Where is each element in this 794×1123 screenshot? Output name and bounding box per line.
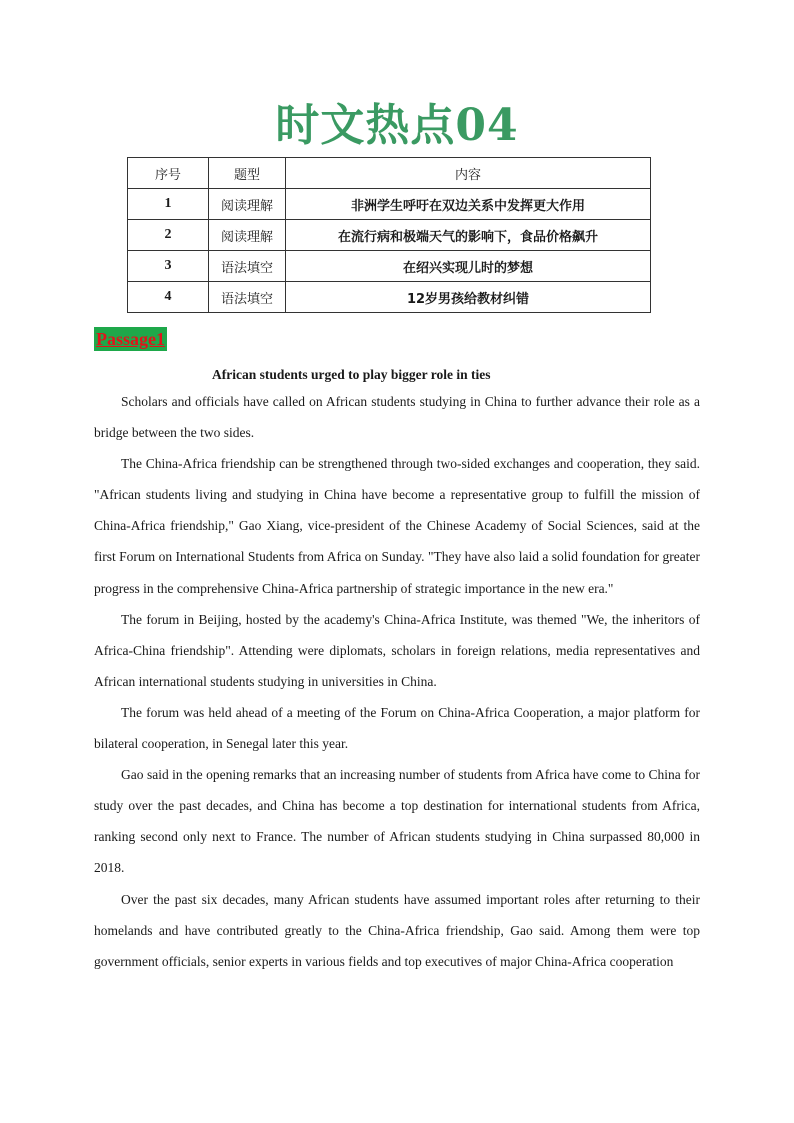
row-type: 语法填空 bbox=[209, 282, 286, 313]
header-type: 题型 bbox=[209, 158, 286, 189]
table-row bbox=[128, 220, 651, 251]
passage-label: Passage1 bbox=[96, 329, 165, 349]
header-content: 内容 bbox=[286, 158, 651, 189]
article-paragraph: Over the past six decades, many African students have assumed important roles after returning to their homelands and have contributed greatly to the China-Africa friendship, Gao said. Among them were top government officials, senior experts in various fields and top executives of major China-Africa cooperation bbox=[94, 891, 700, 969]
contents-table bbox=[127, 157, 651, 313]
article-body bbox=[94, 386, 700, 977]
article-paragraph: Gao said in the opening remarks that an increasing number of students from Africa have come to China for study over the past decades, and China has become a top destination for international students from Africa, ranking second only next to France. The number of African students studying in China surpassed 80,000 in 2018. bbox=[94, 767, 700, 876]
table-row bbox=[128, 251, 651, 282]
page-title: 时文热点04 bbox=[275, 100, 519, 151]
table-row bbox=[128, 189, 651, 220]
row-number: 3 bbox=[128, 251, 209, 282]
row-type: 阅读理解 bbox=[209, 189, 286, 220]
row-number: 2 bbox=[128, 220, 209, 251]
article-paragraph: The China-Africa friendship can be strengthened through two-sided exchanges and cooperation, they said. "African students living and studying in China have become a representative group to fulfill the mission of China-Africa friendship," Gao Xiang, vice-president of the Chinese Academy of Social Sciences, said at the first Forum on International Students from Africa on Sunday. "They have also laid a solid foundation for greater progress in the comprehensive China-Africa partnership of strategic importance in the new era." bbox=[94, 456, 700, 596]
article-paragraph: Scholars and officials have called on African students studying in China to further advance their role as a bridge between the two sides. bbox=[94, 394, 700, 441]
table-header-row bbox=[128, 158, 651, 189]
row-content: 12岁男孩给教材纠错 bbox=[286, 282, 651, 313]
article-paragraph: The forum in Beijing, hosted by the academy's China-Africa Institute, was themed "We, the inheritors of Africa-China friendship". Attending were diplomats, scholars in foreign relations, media representatives and African international students studying in universities in China. bbox=[94, 611, 700, 689]
row-content: 在绍兴实现儿时的梦想 bbox=[286, 251, 651, 282]
article-paragraph: The forum was held ahead of a meeting of the Forum on China-Africa Cooperation, a major platform for bilateral cooperation, in Senegal later this year. bbox=[94, 704, 700, 752]
row-number: 1 bbox=[128, 189, 209, 220]
row-content: 非洲学生呼吁在双边关系中发挥更大作用 bbox=[286, 189, 651, 220]
row-number: 4 bbox=[128, 282, 209, 313]
row-type: 阅读理解 bbox=[209, 220, 286, 251]
row-type: 语法填空 bbox=[209, 251, 286, 282]
table-row bbox=[128, 282, 651, 313]
header-number: 序号 bbox=[128, 158, 209, 189]
row-content: 在流行病和极端天气的影响下，食品价格飙升 bbox=[286, 220, 651, 251]
article-title: African students urged to play bigger role in ties bbox=[212, 367, 491, 382]
